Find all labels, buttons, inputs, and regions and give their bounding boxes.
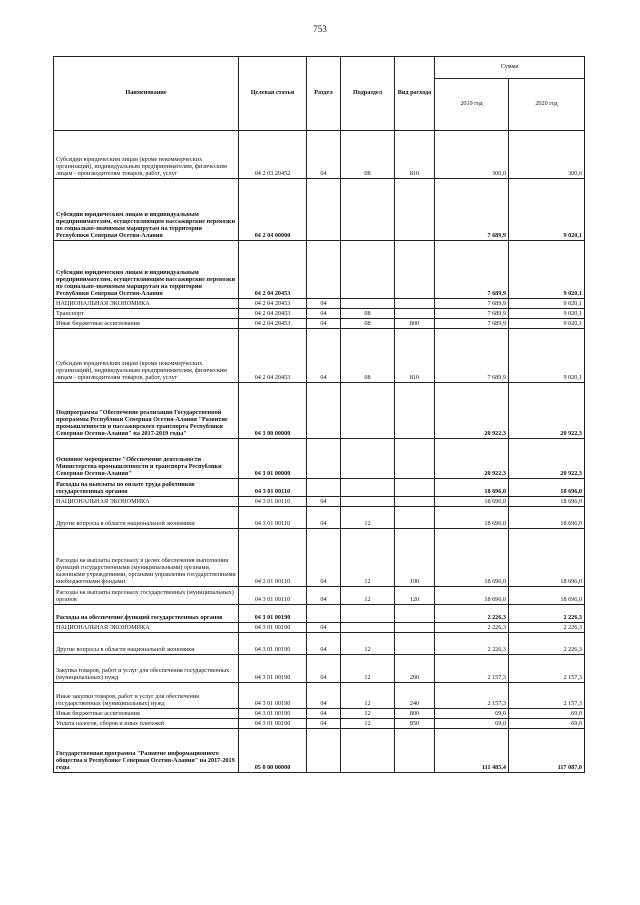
- table-row: [54, 587, 585, 605]
- cell-amount-2020: 69,0: [509, 709, 585, 719]
- cell-expense-type: [395, 439, 435, 479]
- cell-amount-2019: 7 689,9: [435, 179, 509, 241]
- cell-name: Субсидии юридическим лицам (кроме некоммерческих организаций), индивидуальным предпринимателям, физическим лицам - производителям товаров, работ, услуг: [54, 131, 239, 179]
- cell-subsection: [341, 241, 395, 299]
- cell-expense-type: [395, 383, 435, 439]
- cell-expense-type: [395, 309, 435, 319]
- cell-expense-type: 800: [395, 319, 435, 329]
- cell-name: НАЦИОНАЛЬНАЯ ЭКОНОМИКА: [54, 299, 239, 309]
- cell-subsection: 12: [341, 683, 395, 709]
- table-row: [54, 529, 585, 587]
- cell-amount-2019: 18 696,0: [435, 497, 509, 507]
- cell-expense-type: 810: [395, 329, 435, 383]
- cell-amount-2020: 18 696,0: [509, 587, 585, 605]
- cell-subsection: 12: [341, 587, 395, 605]
- cell-expense-type: 240: [395, 683, 435, 709]
- cell-subsection: [341, 605, 395, 623]
- table-row: [54, 729, 585, 773]
- cell-amount-2019: 111 485,4: [435, 729, 509, 773]
- cell-amount-2019: 18 696,0: [435, 529, 509, 587]
- cell-amount-2020: 117 087,0: [509, 729, 585, 773]
- cell-amount-2020: 2 226,3: [509, 623, 585, 633]
- cell-amount-2019: 69,0: [435, 719, 509, 729]
- cell-target: 04 2 03 20452: [239, 131, 307, 179]
- cell-expense-type: [395, 623, 435, 633]
- cell-subsection: [341, 623, 395, 633]
- cell-target: 04 3 01 00190: [239, 719, 307, 729]
- cell-section: 04: [307, 623, 341, 633]
- cell-target: 04 3 00 00000: [239, 383, 307, 439]
- cell-amount-2019: 7 689,9: [435, 319, 509, 329]
- cell-amount-2020: 2 157,3: [509, 655, 585, 683]
- cell-section: 04: [307, 655, 341, 683]
- table-row: [54, 719, 585, 729]
- cell-target: 04 3 01 00190: [239, 623, 307, 633]
- cell-amount-2020: 69,0: [509, 719, 585, 729]
- cell-amount-2020: 2 226,3: [509, 633, 585, 655]
- cell-amount-2020: 9 020,1: [509, 329, 585, 383]
- cell-expense-type: [395, 729, 435, 773]
- cell-target: 04 3 01 00190: [239, 709, 307, 719]
- cell-amount-2020: 18 696,0: [509, 497, 585, 507]
- cell-subsection: 12: [341, 655, 395, 683]
- table-row: [54, 179, 585, 241]
- table-row: [54, 309, 585, 319]
- cell-subsection: 12: [341, 507, 395, 529]
- header-name: Наименование: [54, 57, 239, 131]
- cell-target: 04 3 01 00110: [239, 479, 307, 497]
- cell-section: [307, 439, 341, 479]
- cell-target: 04 3 01 00190: [239, 605, 307, 623]
- cell-amount-2019: 2 226,3: [435, 633, 509, 655]
- cell-amount-2020: 300,0: [509, 131, 585, 179]
- cell-target: 04 3 01 00190: [239, 683, 307, 709]
- cell-section: [307, 605, 341, 623]
- cell-amount-2020: 2 157,3: [509, 683, 585, 709]
- cell-name: НАЦИОНАЛЬНАЯ ЭКОНОМИКА: [54, 623, 239, 633]
- table-row: [54, 605, 585, 623]
- cell-section: 04: [307, 309, 341, 319]
- cell-name: Расходы на выплаты персоналу в целях обеспечения выполнения функций государственными (муниципальными) органами, казенными учреждениями, органами управления государственными внебюджетными фондами: [54, 529, 239, 587]
- header-section: Раздел: [307, 57, 341, 131]
- cell-name: Другие вопросы в области национальной экономики: [54, 507, 239, 529]
- cell-expense-type: 810: [395, 131, 435, 179]
- cell-name: Иные закупки товаров, работ и услуг для обеспечения государственных (муниципальных) нужд: [54, 683, 239, 709]
- header-expense-type: Вид расхода: [395, 57, 435, 131]
- cell-subsection: 12: [341, 709, 395, 719]
- cell-amount-2019: 2 157,3: [435, 655, 509, 683]
- table-row: [54, 299, 585, 309]
- cell-amount-2020: 20 922,3: [509, 383, 585, 439]
- cell-name: Основное мероприятие "Обеспечение деятельности Министерства промышленности и транспорта Республики Северная Осетия-Алания": [54, 439, 239, 479]
- cell-expense-type: [395, 179, 435, 241]
- cell-expense-type: 200: [395, 655, 435, 683]
- cell-subsection: 08: [341, 319, 395, 329]
- cell-target: 04 2 04 00000: [239, 179, 307, 241]
- cell-section: 04: [307, 299, 341, 309]
- table-row: [54, 507, 585, 529]
- cell-target: 04 3 01 00110: [239, 497, 307, 507]
- cell-name: Расходы на обеспечение функций государственных органов: [54, 605, 239, 623]
- cell-section: [307, 479, 341, 497]
- cell-section: 04: [307, 633, 341, 655]
- cell-amount-2020: 9 020,1: [509, 309, 585, 319]
- cell-name: Транспорт: [54, 309, 239, 319]
- cell-subsection: [341, 497, 395, 507]
- cell-name: НАЦИОНАЛЬНАЯ ЭКОНОМИКА: [54, 497, 239, 507]
- table-row: [54, 709, 585, 719]
- cell-section: 04: [307, 507, 341, 529]
- cell-amount-2020: 9 020,1: [509, 179, 585, 241]
- table-row: [54, 241, 585, 299]
- cell-amount-2019: 18 696,0: [435, 587, 509, 605]
- cell-name: Иные бюджетные ассигнования: [54, 319, 239, 329]
- cell-expense-type: [395, 241, 435, 299]
- cell-name: Государственная программа "Развитие информационного общества в Республике Северная Осетия-Алания" на 2017-2019 годы: [54, 729, 239, 773]
- cell-expense-type: 850: [395, 719, 435, 729]
- cell-target: 05 0 00 00000: [239, 729, 307, 773]
- cell-expense-type: [395, 497, 435, 507]
- cell-expense-type: [395, 605, 435, 623]
- table-row: [54, 479, 585, 497]
- page-number: 753: [313, 24, 327, 34]
- cell-amount-2019: 2 226,3: [435, 605, 509, 623]
- cell-subsection: [341, 729, 395, 773]
- cell-expense-type: 800: [395, 709, 435, 719]
- table-row: [54, 497, 585, 507]
- cell-name: Подпрограмма "Обеспечение реализации Государственной программы Республики Северная Осетия-Алания "Развитие промышленности и пассажирского транспорта Республики Северная Осетия-Алания" на 2017-2019 годы": [54, 383, 239, 439]
- table-row: [54, 633, 585, 655]
- cell-amount-2020: 2 226,3: [509, 605, 585, 623]
- cell-amount-2019: 18 696,0: [435, 479, 509, 497]
- table-row: [54, 655, 585, 683]
- cell-amount-2019: 7 689,9: [435, 241, 509, 299]
- cell-expense-type: [395, 633, 435, 655]
- cell-subsection: 12: [341, 719, 395, 729]
- cell-target: 04 3 01 00190: [239, 655, 307, 683]
- cell-section: 04: [307, 709, 341, 719]
- cell-amount-2019: 300,0: [435, 131, 509, 179]
- cell-amount-2020: 18 696,0: [509, 479, 585, 497]
- cell-expense-type: 100: [395, 529, 435, 587]
- cell-section: 04: [307, 529, 341, 587]
- cell-name: Иные бюджетные ассигнования: [54, 709, 239, 719]
- cell-target: 04 2 04 20453: [239, 309, 307, 319]
- table-row: [54, 319, 585, 329]
- cell-amount-2019: 7 689,9: [435, 309, 509, 319]
- cell-section: 04: [307, 587, 341, 605]
- cell-section: 04: [307, 683, 341, 709]
- budget-table: [53, 56, 585, 773]
- cell-section: 04: [307, 497, 341, 507]
- cell-section: 04: [307, 319, 341, 329]
- cell-name: Субсидии юридическим лицам и индивидуальным предпринимателям, осуществляющим пассажирские перевозки по социально-значимым маршрутам на территории Республики Северная Осетия-Алания: [54, 179, 239, 241]
- cell-expense-type: [395, 299, 435, 309]
- cell-subsection: [341, 439, 395, 479]
- cell-section: 04: [307, 719, 341, 729]
- cell-subsection: [341, 479, 395, 497]
- cell-subsection: [341, 299, 395, 309]
- cell-amount-2020: 9 020,1: [509, 319, 585, 329]
- cell-amount-2019: 7 689,9: [435, 329, 509, 383]
- cell-expense-type: [395, 479, 435, 497]
- cell-subsection: [341, 383, 395, 439]
- cell-amount-2019: 2 157,3: [435, 683, 509, 709]
- cell-amount-2020: 9 020,1: [509, 241, 585, 299]
- cell-amount-2020: 9 020,1: [509, 299, 585, 309]
- cell-target: 04 2 04 20453: [239, 329, 307, 383]
- cell-section: [307, 179, 341, 241]
- cell-amount-2019: 69,0: [435, 709, 509, 719]
- cell-subsection: 12: [341, 529, 395, 587]
- cell-amount-2019: 20 922,3: [435, 383, 509, 439]
- header-target: Целевая статья: [239, 57, 307, 131]
- table-row: [54, 383, 585, 439]
- cell-expense-type: [395, 507, 435, 529]
- cell-section: [307, 383, 341, 439]
- cell-name: Уплата налогов, сборов и иных платежей: [54, 719, 239, 729]
- cell-subsection: 08: [341, 131, 395, 179]
- table-row: [54, 439, 585, 479]
- cell-subsection: 08: [341, 309, 395, 319]
- table-row: [54, 329, 585, 383]
- cell-target: 04 3 01 00110: [239, 587, 307, 605]
- header-subsection: Подраздел: [341, 57, 395, 131]
- cell-target: 04 3 01 00000: [239, 439, 307, 479]
- cell-section: 04: [307, 329, 341, 383]
- cell-target: 04 3 01 00110: [239, 529, 307, 587]
- table-row: [54, 131, 585, 179]
- cell-subsection: 12: [341, 633, 395, 655]
- cell-amount-2020: 18 696,0: [509, 529, 585, 587]
- cell-section: [307, 241, 341, 299]
- cell-target: 04 2 04 20453: [239, 241, 307, 299]
- cell-target: 04 2 04 20453: [239, 319, 307, 329]
- table-row: [54, 623, 585, 633]
- cell-subsection: 08: [341, 329, 395, 383]
- cell-amount-2020: 20 922,3: [509, 439, 585, 479]
- cell-amount-2020: 18 696,0: [509, 507, 585, 529]
- cell-name: Расходы на выплаты персоналу государственных (муниципальных) органов: [54, 587, 239, 605]
- cell-name: Расходы на выплаты по оплате труда работников государственных органов: [54, 479, 239, 497]
- cell-amount-2019: 18 696,0: [435, 507, 509, 529]
- table-body: [54, 131, 585, 773]
- header-amount: Сумма: [435, 57, 585, 79]
- cell-target: 04 2 04 20453: [239, 299, 307, 309]
- cell-section: 04: [307, 131, 341, 179]
- cell-subsection: [341, 179, 395, 241]
- cell-amount-2019: 20 922,3: [435, 439, 509, 479]
- cell-name: Субсидии юридическим лицам (кроме некоммерческих организаций), индивидуальным предпринимателям, физическим лицам - производителям товаров, работ, услуг: [54, 329, 239, 383]
- table-row: [54, 683, 585, 709]
- cell-name: Закупка товаров, работ и услуг для обеспечения государственных (муниципальных) нужд: [54, 655, 239, 683]
- cell-amount-2019: 2 226,3: [435, 623, 509, 633]
- cell-target: 04 3 01 00190: [239, 633, 307, 655]
- cell-amount-2019: 7 689,9: [435, 299, 509, 309]
- cell-target: 04 3 01 00110: [239, 507, 307, 529]
- cell-name: Другие вопросы в области национальной экономики: [54, 633, 239, 655]
- cell-expense-type: 120: [395, 587, 435, 605]
- cell-section: [307, 729, 341, 773]
- header-year-2020: 2020 год: [509, 79, 585, 131]
- header-year-2019: 2019 год: [435, 79, 509, 131]
- cell-name: Субсидии юридическим лицам и индивидуальным предпринимателям, осуществляющим пассажирские перевозки по социально-значимым маршрутам на территории Республики Северная Осетия-Алания: [54, 241, 239, 299]
